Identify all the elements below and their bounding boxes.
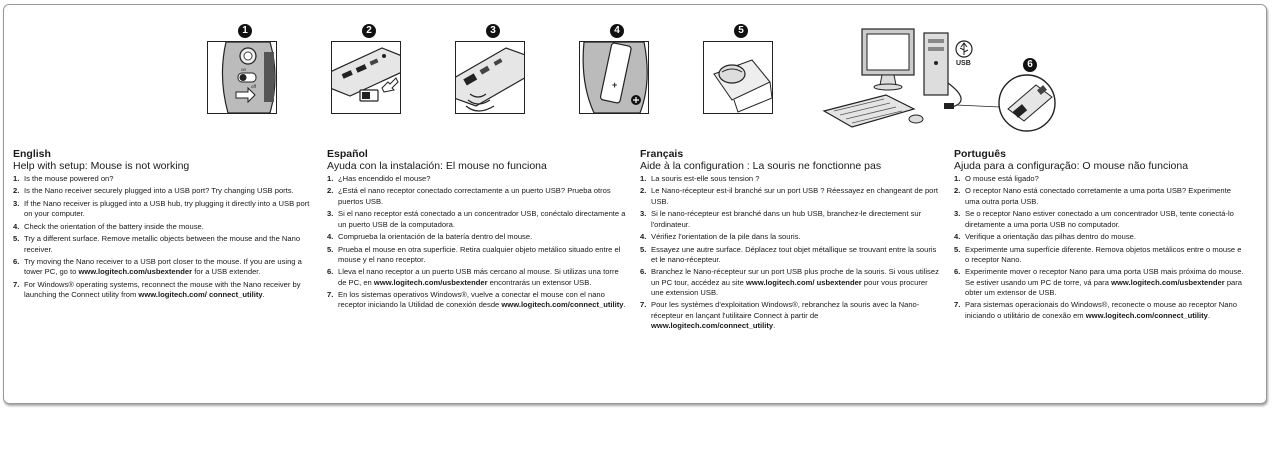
list-item: 2. O receptor Nano está conectado corretamente a uma porta USB? Experimente uma outra porta USB. [954,186,1231,206]
list-item: 3. Si le nano-récepteur est branché dans un hub USB, branchez-le directement sur l'ordinateur. [640,209,922,229]
language-title: English [13,148,51,160]
list-item: 6. Branchez le Nano-récepteur sur un port USB plus proche de la souris. Si vous utilisez un PC tour, accédez au site www.logitech.com/ usbextender pour vous procurer une extension USB. [640,267,939,297]
list-item: 1. La souris est-elle sous tension ? [640,174,760,183]
language-column-spanish [327,148,627,313]
usbextender-link[interactable]: www.logitech.com/usbextender [78,267,193,277]
step-2-badge: 2 [341,20,397,38]
language-column-english [13,148,313,303]
language-subtitle: Aide à la configuration : La souris ne fonctionne pas [640,160,882,172]
list-item: 2. Le Nano-récepteur est-il branché sur un port USB ? Réessayez en changeant de port USB. [640,186,939,206]
usb-port-illustration [331,41,401,114]
list-item: 3. If the Nano receiver is plugged into a USB hub, try plugging it directly into a USB port on your computer. [13,198,310,219]
list-item: 3. Se o receptor Nano estiver conectado a um concentrador USB, tente conectá-lo diretamente a uma porta USB no computador. [954,209,1234,229]
list-item: 7. Pour les systèmes d'exploitation Windows®, rebranchez la souris avec la Nano-récepteur en lançant l'utilitaire Connect à partir de www.logitech.com/connect_utility. [640,300,920,330]
list-item: 6. Try moving the Nano receiver to a USB port closer to the mouse. If you are using a tower PC, go to www.logitech.com/usbextender for a USB extender. [13,257,302,277]
language-subtitle: Help with setup: Mouse is not working [13,160,190,172]
receiver-hub-illustration [455,41,525,114]
usbextender-link[interactable]: www.logitech.com/usbextender [1111,277,1225,287]
list-item: 4. Vérifiez l'orientation de la pile dans la souris. [640,232,801,242]
list-item: 6. Experimente mover o receptor Nano para uma porta USB mais próxima do mouse. Se estiver usando um PC de torre, vá para www.logitech.com/usbextender para obter um extensor de USB. [954,267,1244,297]
connect-utility-link[interactable]: www.logitech.com/connect_utility [501,300,624,310]
list-item: 5. Essayez une autre surface. Déplacez tout objet métallique se trouvant entre la souris et le nano-récepteur. [640,244,937,264]
troubleshooting-list [13,174,313,300]
mouse-power-switch-illustration [207,41,277,114]
battery-plus-label: + [612,80,618,90]
battery-orientation-illustration [579,41,649,114]
usbextender-link[interactable]: www.logitech.com/ usbextender [746,277,862,287]
list-item: 7. En los sistemas operativos Windows®, vuelve a conectar el mouse con el nano receptor iniciando la Utilidad de conexión desde www.logitech.com/connect_utility. [327,290,626,310]
list-item: 5. Try a different surface. Remove metallic objects between the mouse and the Nano receiver. [13,234,301,254]
list-item: 2. ¿Está el nano receptor conectado correctamente a un puerto USB? Prueba otros puertos USB. [327,186,611,206]
list-item: 6. Lleva el nano receptor a un puerto USB más cercano al mouse. Si utilizas una torre de PC, en www.logitech.com/usbextender encontrarás un extensor USB. [327,267,619,287]
list-item: 2. Is the Nano receiver securely plugged into a USB port? Try changing USB ports. [13,186,294,196]
usbextender-link[interactable]: www.logitech.com/usbextender [373,277,488,287]
connect-utility-link[interactable]: www.logitech.com/connect_utility [1085,310,1208,320]
language-subtitle: Ayuda con la instalación: El mouse no funciona [327,160,547,172]
step-4-badge: 4 [589,20,645,38]
list-item: 1. O mouse está ligado? [954,174,1039,183]
list-item: 4. Comprueba la orientación de la batería dentro del mouse. [327,232,533,242]
list-item: 1. ¿Has encendido el mouse? [327,174,431,183]
desktop-computer-illustration [822,23,1062,135]
connect-utility-link[interactable]: www.logitech.com/connect_utility [651,320,774,330]
language-column-portuguese [954,148,1246,323]
troubleshooting-list [327,174,627,311]
language-title: Português [954,148,1006,160]
list-item: 3. Si el nano receptor está conectado a un concentrador USB, conéctalo directamente a un puerto USB de la computadora. [327,209,626,229]
list-item: 7. For Windows® operating systems, reconnect the mouse with the Nano receiver by launching the Connect utility from www.logitech.com/ connect_utility. [13,279,301,300]
list-item: 5. Prueba el mouse en otra superficie. Retira cualquier objeto metálico situado entre el mouse y el nano receptor. [327,244,621,264]
step-1-badge: 1 [217,20,273,38]
list-item: 5. Experimente uma superfície diferente. Remova objetos metálicos entre o mouse e o receptor Nano. [954,244,1242,264]
language-subtitle: Ajuda para a configuração: O mouse não funciona [954,160,1189,172]
language-title: Español [327,148,368,160]
connect-utility-link[interactable]: www.logitech.com/ connect_utility [138,290,263,300]
surface-illustration [703,41,773,114]
language-column-french [640,148,940,333]
step-3-badge: 3 [465,20,521,38]
list-item: 1. Is the mouse powered on? [13,174,114,183]
switch-off-label: off [251,84,256,89]
list-item: 7. Para sistemas operacionais do Windows®, reconecte o mouse ao receptor Nano iniciando o utilitário de conexão em www.logitech.com/connect_utility. [954,300,1237,320]
usb-label: USB [956,60,971,67]
list-item: 4. Verifique a orientação das pilhas dentro do mouse. [954,232,1136,242]
step-6-badge: 6 [1002,54,1058,72]
switch-on-label: on [241,67,247,72]
troubleshooting-list [640,174,940,331]
language-title: Français [640,148,684,160]
step-5-badge: 5 [713,20,769,38]
troubleshooting-list [954,174,1246,321]
list-item: 4. Check the orientation of the battery inside the mouse. [13,221,204,231]
instruction-panel [3,4,1267,404]
